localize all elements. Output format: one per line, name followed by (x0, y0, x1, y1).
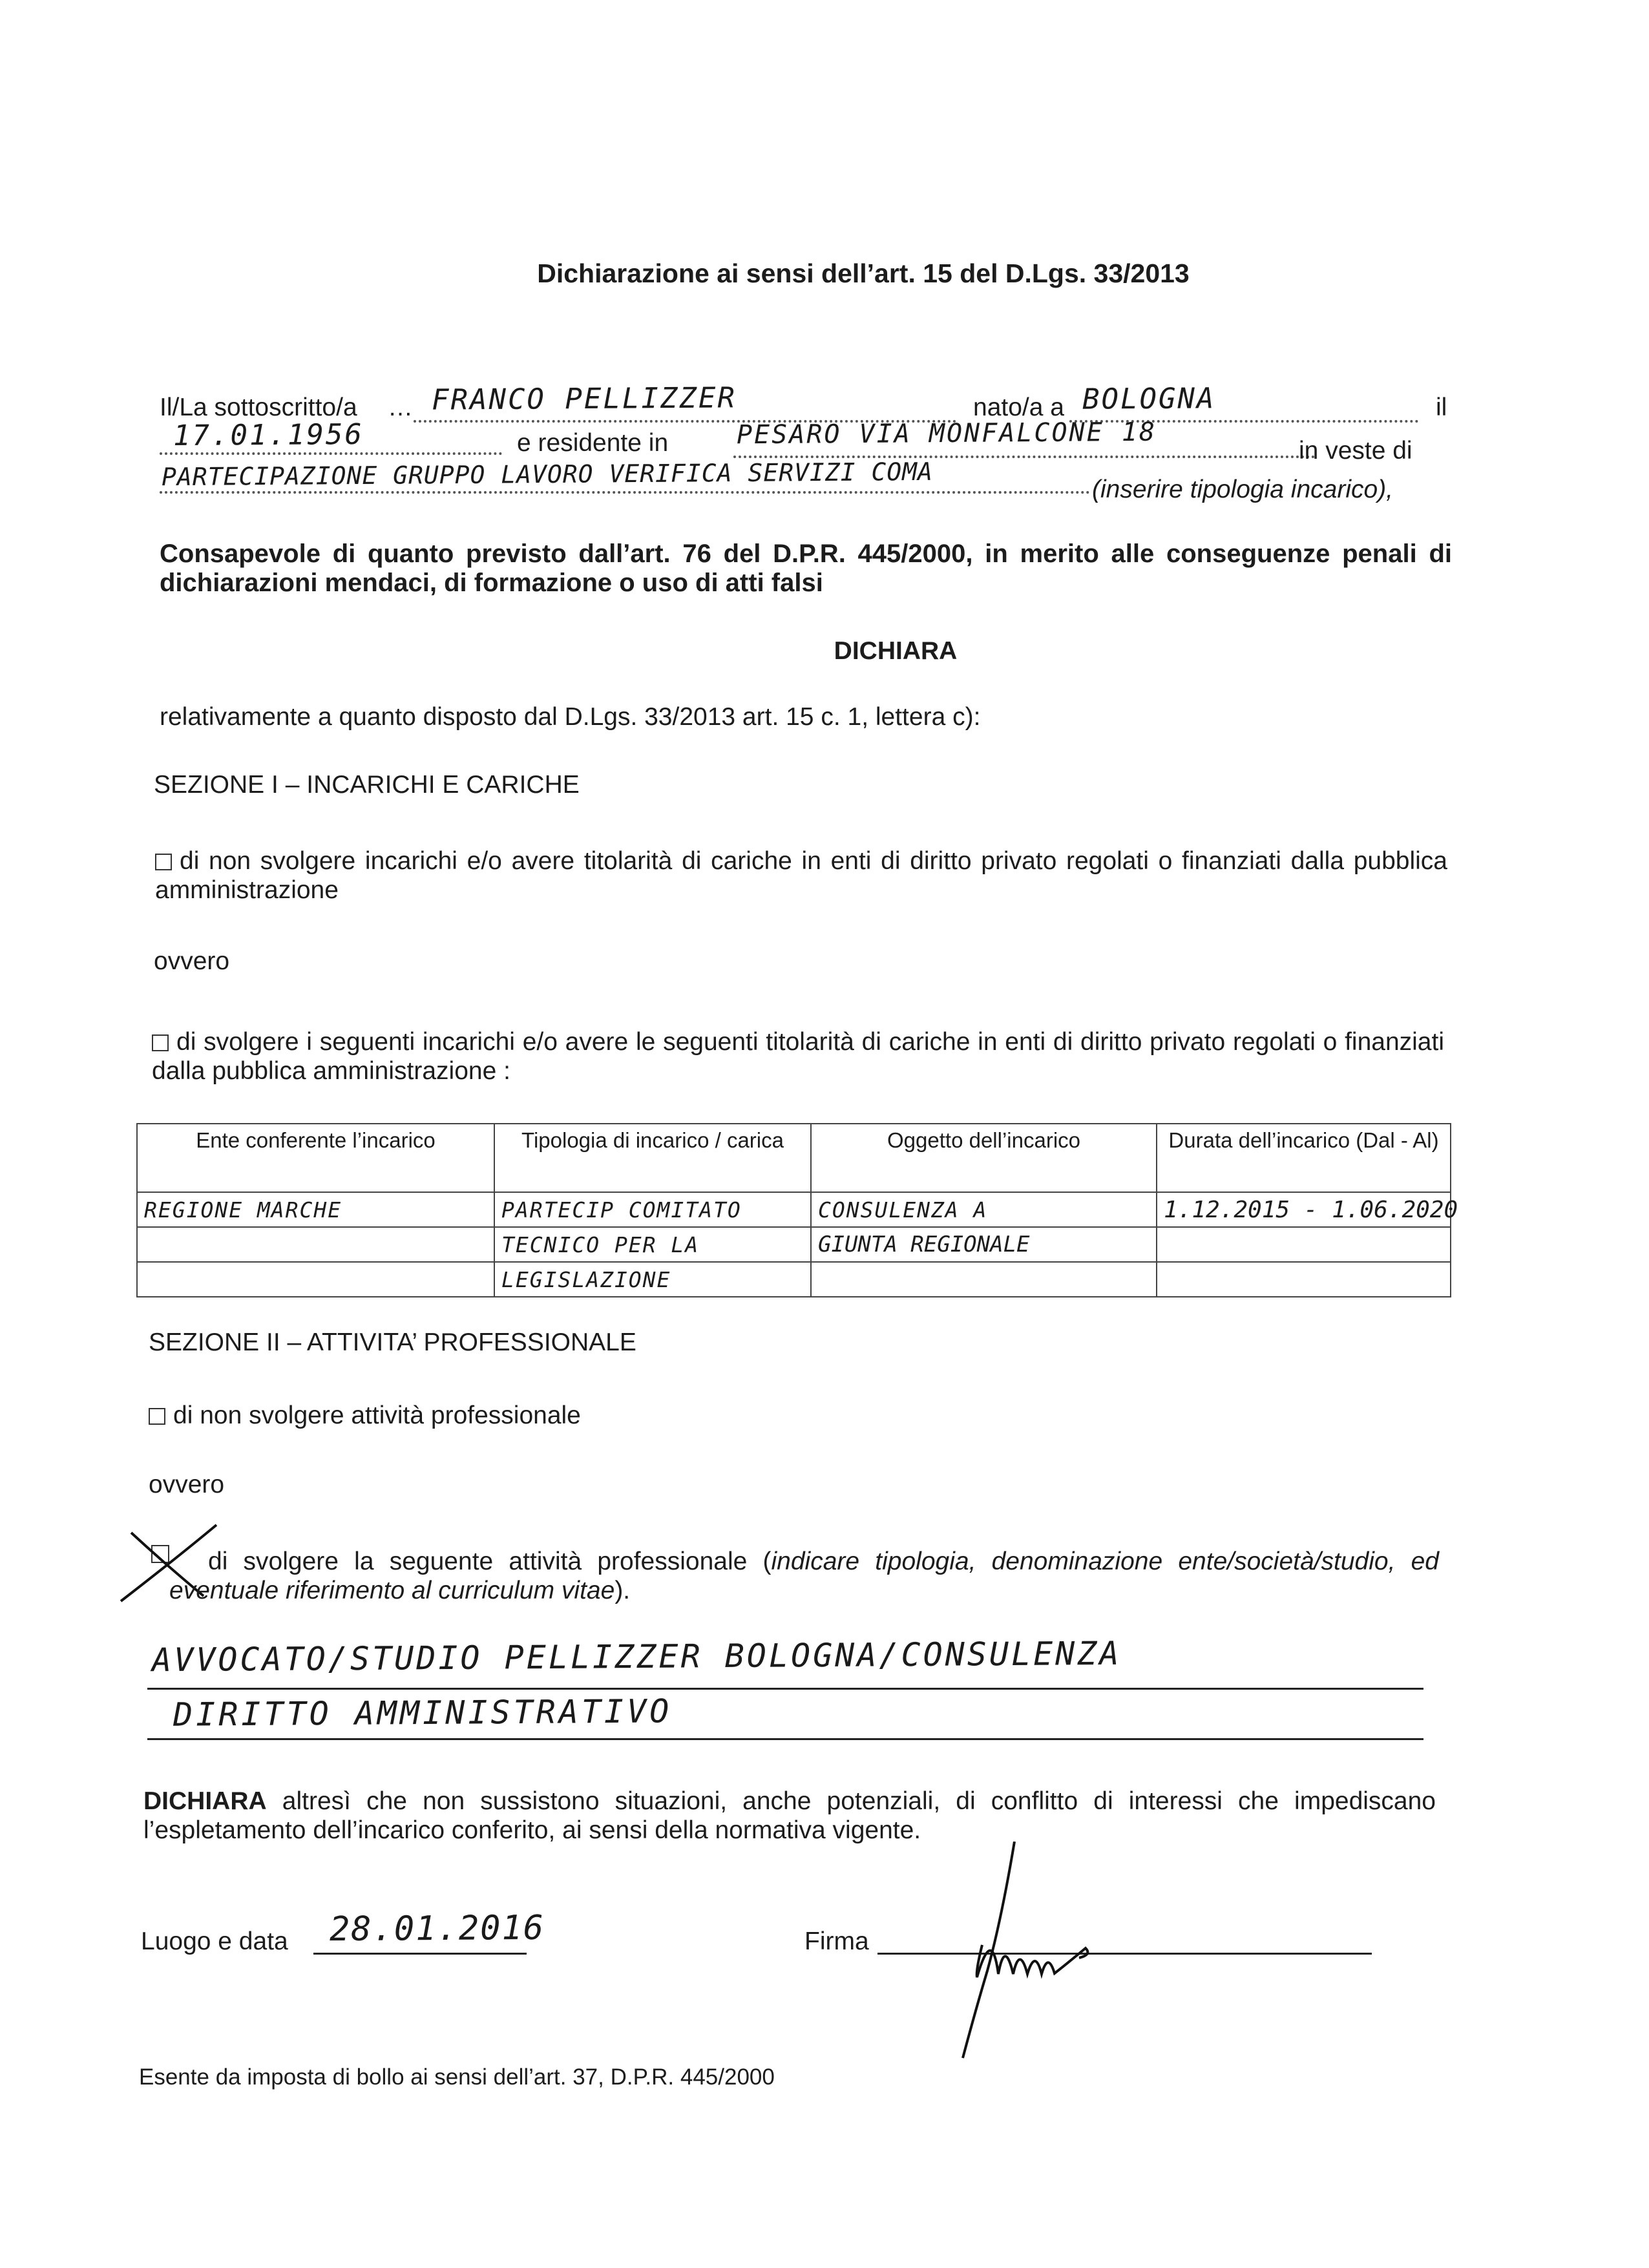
label-tipologia: (inserire tipologia incarico), (1092, 476, 1394, 503)
dichiara-altresi-body: altresì che non sussistono situazioni, anche potenziali, di conflitto di interessi che impediscano l’espletamento dell’incarico conferito, ai sensi della normativa vigente. (143, 1787, 1436, 1844)
sezione1-ovvero: ovvero (154, 947, 230, 975)
table-cell: LEGISLAZIONE (494, 1262, 811, 1297)
sezione1-option-some[interactable] (152, 1027, 1444, 1086)
table-cell (137, 1262, 494, 1297)
table-cell: TECNICO PER LA (494, 1227, 811, 1262)
table-header-cell: Ente conferente l’incarico (137, 1124, 494, 1192)
luogo-label: Luogo e data (141, 1927, 288, 1955)
table-cell: GIUNTA REGIONALE (811, 1227, 1157, 1262)
sezione1-option-none-text: di non svolgere incarichi e/o avere titolarità di cariche in enti di diritto privato regolati o finanziati dalla pubblica amministrazione (155, 847, 1447, 904)
sezione2-option-none-text: di non svolgere attività professionale (173, 1402, 581, 1429)
sezione2-option-some[interactable] (169, 1547, 1439, 1605)
option-some-italic: indicare tipologia, denominazione ente/società/studio, ed eventuale riferimento al curriculum vitae (169, 1548, 1439, 1604)
table-header-cell: Durata dell’incarico (Dal - Al) (1157, 1124, 1451, 1192)
relativamente-text: relativamente a quanto disposto dal D.Lgs. 33/2013 art. 15 c. 1, lettera c): (160, 703, 981, 731)
table-row (137, 1192, 1451, 1227)
name-value: FRANCO PELLIZZER (431, 381, 737, 417)
label-il: il (1436, 394, 1447, 421)
birthdate-dots (160, 452, 502, 455)
table-cell (811, 1262, 1157, 1297)
option-some-prefix: di svolgere la seguente attività professionale ( (208, 1548, 772, 1575)
professional-activity-line2: DIRITTO AMMINISTRATIVO (173, 1692, 673, 1734)
table-cell (137, 1227, 494, 1262)
sezione2-ovvero: ovvero (149, 1471, 225, 1498)
birthdate-value: 17.01.1956 (173, 417, 364, 453)
table-cell: 1.12.2015 - 1.06.2020 (1157, 1192, 1451, 1227)
table-header-row (137, 1124, 1451, 1192)
firma-label: Firma (804, 1927, 869, 1955)
sezione1-option-some-text: di svolgere i seguenti incarichi e/o avere le seguenti titolarità di cariche in enti di diritto privato regolati o finanziati dalla pubblica amministrazione : (152, 1028, 1444, 1085)
activity-underline-1 (147, 1688, 1423, 1690)
dichiara-heading: DICHIARA (834, 637, 958, 665)
table-cell: REGIONE MARCHE (137, 1192, 494, 1227)
option-some-suffix: ). (614, 1577, 631, 1604)
table-row (137, 1262, 1451, 1297)
table-cell (1157, 1227, 1451, 1262)
checkbox-non-svolgere-incarichi[interactable] (155, 854, 172, 870)
label-sottoscritto: Il/La sottoscritto/a (160, 394, 357, 421)
sezione1-option-none[interactable] (155, 846, 1447, 905)
dichiara-altresi-text (143, 1787, 1436, 1845)
table-cell (1157, 1262, 1451, 1297)
label-veste: in veste di (1299, 437, 1413, 465)
consapevole-text: Consapevole di quanto previsto dall’art. 76 del D.P.R. 445/2000, in merito alle conseguenze penali di dichiarazioni mendaci, di formazione o uso di atti falsi (160, 540, 1452, 597)
checkbox-non-svolgere-attivita[interactable] (149, 1408, 165, 1425)
label-nato: nato/a a (973, 394, 1064, 421)
role-dots (160, 491, 1090, 494)
table-cell: CONSULENZA A (811, 1192, 1157, 1227)
professional-activity-line1: AVVOCATO/STUDIO PELLIZZER BOLOGNA/CONSULENZA (151, 1634, 1122, 1679)
role-value: PARTECIPAZIONE GRUPPO LAVORO VERIFICA SERVIZI COMA (161, 457, 934, 492)
sezione2-title: SEZIONE II – ATTIVITA’ PROFESSIONALE (149, 1328, 636, 1356)
table-cell: PARTECIP COMITATO (494, 1192, 811, 1227)
luogo-underline (313, 1953, 527, 1955)
label-sottoscritto-suffix: … (388, 394, 413, 421)
residence-value: PESARO VIA MONFALCONE 18 (736, 417, 1157, 450)
sezione2-option-none[interactable] (149, 1401, 581, 1430)
table-header-cell: Tipologia di incarico / carica (494, 1124, 811, 1192)
incarichi-table (136, 1123, 1458, 1297)
signature-icon (930, 1842, 1163, 2074)
document-title: Dichiarazione ai sensi dell’art. 15 del D.Lgs. 33/2013 (537, 258, 1190, 288)
birthplace-value: BOLOGNA (1082, 382, 1216, 416)
dichiara-altresi-bold: DICHIARA (143, 1787, 267, 1815)
activity-underline-2 (147, 1738, 1423, 1740)
checkbox-svolgere-incarichi[interactable] (152, 1034, 169, 1051)
sezione1-title: SEZIONE I – INCARICHI E CARICHE (154, 771, 580, 799)
table-header-cell: Oggetto dell’incarico (811, 1124, 1157, 1192)
luogo-value: 28.01.2016 (329, 1908, 545, 1949)
label-residente: e residente in (517, 429, 669, 457)
table-row (137, 1227, 1451, 1262)
esente-text: Esente da imposta di bollo ai sensi dell’art. 37, D.P.R. 445/2000 (139, 2064, 775, 2090)
